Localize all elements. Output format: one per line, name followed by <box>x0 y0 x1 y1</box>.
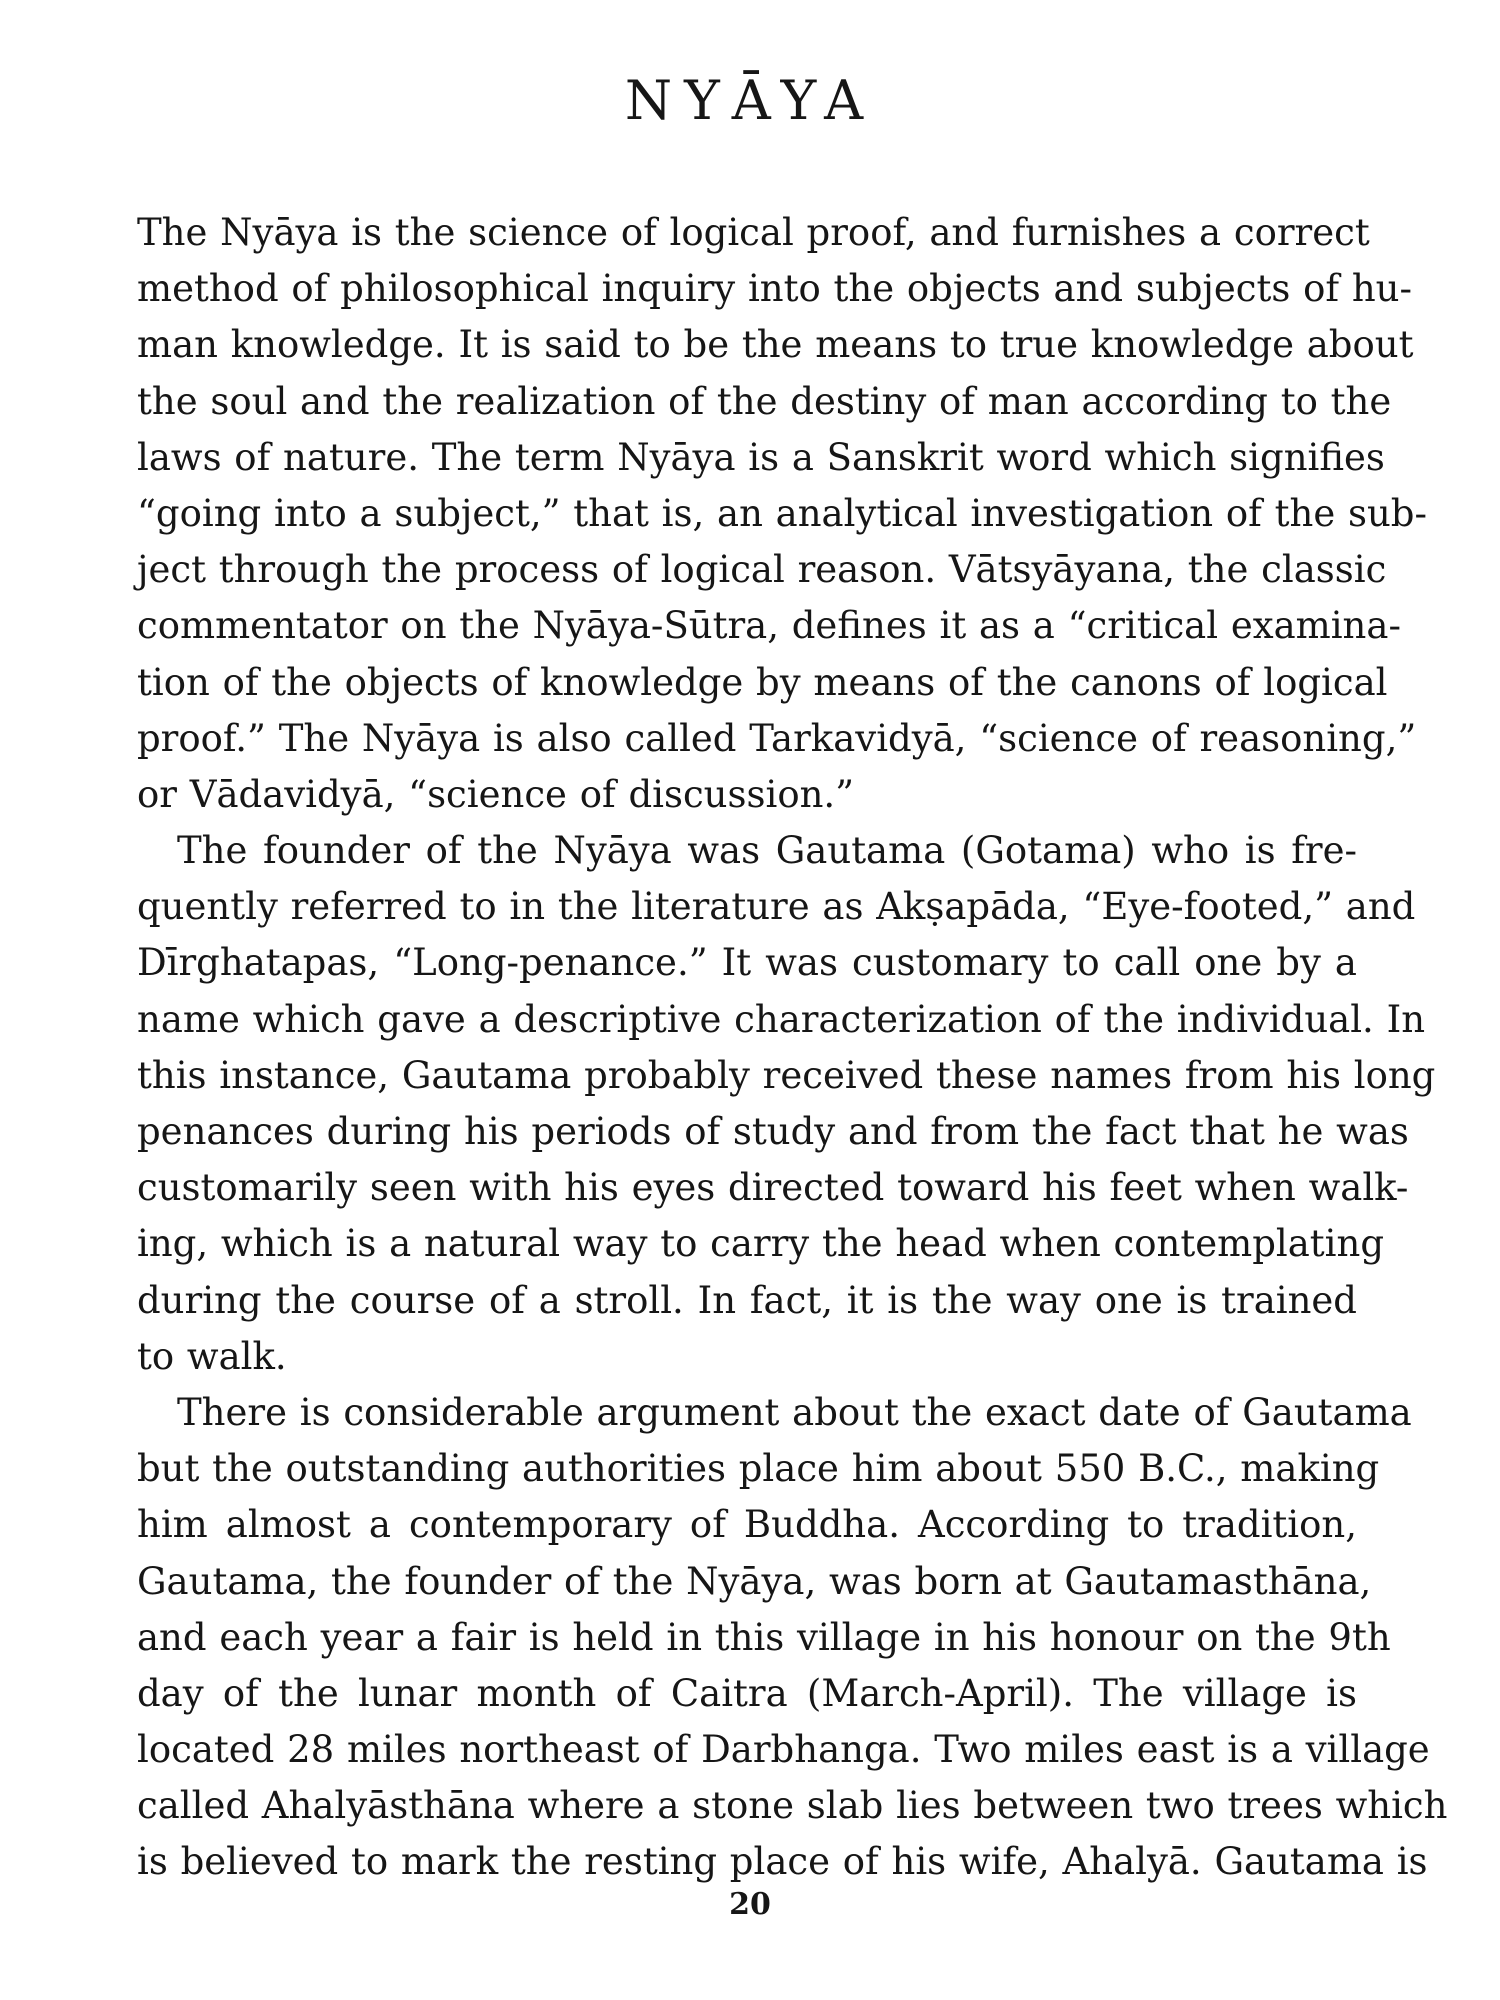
text-line: method of philosophical inquiry into the objects and subjects of hu- <box>137 267 1412 311</box>
text-line: but the outstanding authorities place him about 550 B.C., making <box>137 1447 1380 1491</box>
text-line: or Vādavidyā, “science of discussion.” <box>137 772 855 816</box>
text-line: man knowledge. It is said to be the means to true knowledge about <box>137 323 1414 367</box>
text-line: There is considerable argument about the exact date of Gautama <box>177 1390 1412 1434</box>
text-line: day of the lunar month of Caitra (March-April). The village is <box>137 1671 1357 1715</box>
body-text <box>137 205 1448 1891</box>
text-line: name which gave a descriptive characterization of the individual. In <box>137 997 1426 1041</box>
text-line: The Nyāya is the science of logical proof, and furnishes a correct <box>137 211 1370 254</box>
text-line: is believed to mark the resting place of his wife, Ahalyā. Gautama is <box>137 1840 1428 1884</box>
text-line: located 28 miles northeast of Darbhanga. Two miles east is a village <box>137 1728 1430 1772</box>
text-line: tion of the objects of knowledge by means of the canons of logical <box>137 660 1388 704</box>
text-line: commentator on the Nyāya-Sūtra, defines it as a “critical examina- <box>137 604 1401 648</box>
text-line: to walk. <box>137 1334 287 1378</box>
text-line: ing, which is a natural way to carry the head when contemplating <box>137 1222 1385 1266</box>
text-line: customarily seen with his eyes directed toward his feet when walk- <box>137 1166 1409 1210</box>
text-line: laws of nature. The term Nyāya is a Sanskrit word which signifies <box>137 435 1385 479</box>
text-line: Dīrghatapas, “Long-penance.” It was customary to call one by a <box>137 941 1357 985</box>
page-number: 20 <box>729 1887 771 1922</box>
text-line: The founder of the Nyāya was Gautama (Gotama) who is fre- <box>177 829 1357 873</box>
text-line: called Ahalyāsthāna where a stone slab lies between two trees which <box>137 1784 1448 1828</box>
text-line: Gautama, the founder of the Nyāya, was born at Gautamasthāna, <box>137 1559 1372 1603</box>
text-line: and each year a fair is held in this village in his honour on the 9th <box>137 1615 1391 1659</box>
text-line: proof.” The Nyāya is also called Tarkavidyā, “science of reasoning,” <box>137 716 1417 760</box>
text-line: “going into a subject,” that is, an analytical investigation of the sub- <box>137 491 1427 535</box>
text-line: quently referred to in the literature as Akṣapāda, “Eye-footed,” and <box>137 885 1416 929</box>
text-line: ject through the process of logical reason. Vātsyāyana, the classic <box>137 548 1387 592</box>
text-line: him almost a contemporary of Buddha. According to tradition, <box>137 1503 1357 1547</box>
text-line: the soul and the realization of the destiny of man according to the <box>137 379 1392 423</box>
page-title: NYĀYA <box>624 69 876 132</box>
text-line: this instance, Gautama probably received these names from his long <box>137 1053 1436 1097</box>
text-line: during the course of a stroll. In fact, it is the way one is trained <box>137 1278 1357 1322</box>
text-line: penances during his periods of study and from the fact that he was <box>137 1110 1409 1153</box>
